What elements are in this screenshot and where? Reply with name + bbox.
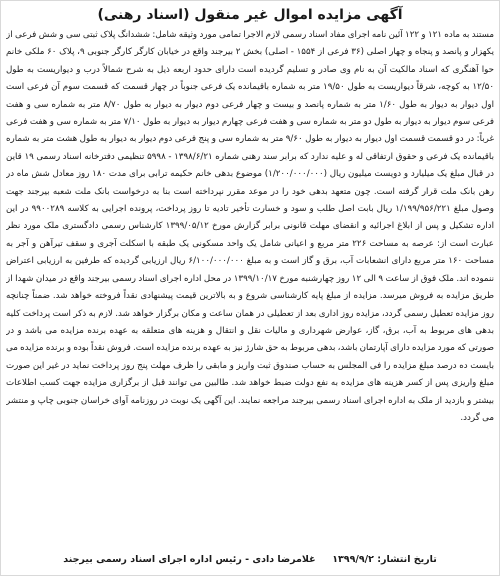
notice-body: مستند به ماده ۱۲۱ و ۱۲۲ آئین نامه اجرای مفاد اسناد رسمی لازم الاجرا تمامی مورد وثیقه شامل: ششدانگ پلاک ثبتی سی و شش فرعی از یکهزار و پانصد و پنجاه و چهار اصلی (۳۶ فرعی از ۱۵۵۴ - اصلی) بخش ۲ بیرجند واقع در خیابان کارگر کارگر جنوبی ۹، پلاک ۶۰ ملکی خانم حوا آهنگری که اسناد مالکیت آن به نام وی صادر و تسلیم گردیده است دارای حدود اربعه ذیل به شرح شمالاً درب و دیواریست به طول ۱۲/۵۰ به کوچه، شرقاً دیواریست به طول ۱۹/۵۰ متر به شماره باقیمانده یک فرعی جنوباً در چهار قسمت که قسمت سوم آن فرعی است اول دیوار به دیوار به طول ۱/۶۰ متر به شماره پانصد و بیست و چهار فرعی دوم دیوار به دیوار به طول ۸/۷۰ متر به شماره سی و هفت فرعی سوم دیوار به دیوار به طول دو متر به شماره سی و هفت فرعی چهارم دیوار به دیوار به طول ۷/۱۰ متر به شماره سی و هفت فرعی غرباً: در دو قسمت قسمت اول دیوار به دیوار به طول ۹/۶۰ متر به شماره سی و پنج فرعی دوم دیوار به دیوار به طول هشت متر به شماره باقیمانده یک فرعی و حقوق ارتفاقی له و علیه ندارد که برابر سند رهنی شماره ۱۳۹۸/۶/۲۱ - ۵۹۹۸ تنظیمی دفترخانه اسناد رسمی ۱۹ قاین در قبال مبلغ یک میلیارد و دویست میلیون ریال (۱/۲۰۰/۰۰۰/۰۰۰) موضوع بدهی خانم حکیمه ترابی برای مدت ۱۸۰ روز معادل شش ماه در رهن بانک ملت قرار گرفته است. چون متعهد بدهی خود را در موعد مقرر نپرداخته است بنا به درخواست بانک ملت شعبه بیرجند جهت وصول مبلغ ۱/۱۹۹/۹۵۶/۲۲۱ ریال بابت اصل طلب و سود و خسارت تأخیر تادیه تا روز پرداخت، پرونده اجرایی به کلاسه ۹۹۰۰۲۸۹ در این اداره تشکیل و پس از ابلاغ اجرائیه و انقضای مهلت قانونی برابر گزارش مورخ ۱۳۹۹/۰۵/۱۲ کارشناس رسمی دادگستری ملک مورد نظر عبارت است از: عرصه به مساحت ۲۲۶ متر مربع و اعیانی شامل یک واحد مسکونی یک طبقه با اسکلت آجری و سقف تیرآهن و آجر به مساحت ۱۶۰ متر مربع دارای انشعابات آب، برق و گاز است و به مبلغ ۶/۱۰۰/۰۰۰/۰۰۰ ریال ارزیابی گردیده که طرفین به ارزیابی اعتراض ننموده اند. ملک فوق از ساعت ۹ الی ۱۲ روز چهارشنبه مورخ ۱۳۹۹/۱۰/۱۷ در محل اداره اجرای اسناد رسمی بیرجند واقع در میدان شهدا از طریق مزایده به فروش میرسد. مزایده از مبلغ پایه کارشناسی شروع و به بالاترین قیمت پیشنهادی نقداً فروخته خواهد شد. ضمناً چنانچه روز مزایده تعطیل رسمی گردد، مزایده روز اداری بعد از تعطیلی در همان ساعت و مکان برگزار خواهد شد. لازم به ذکر است پرداخت کلیه بدهی های مربوط به آب، برق، گاز، عوارض شهرداری و مالیات نقل و انتقال و هزینه های متعلقه به عهده برنده مزایده می باشد و در صورتی که مورد مزایده دارای آپارتمان باشد، بدهی مربوط به حق شارژ نیز به عهده برنده مزایده است. فروش نقداً بوده و برنده مزایده می بایست ده درصد مبلغ مزایده را فی المجلس به حساب صندوق ثبت واریز و مابقی را ظرف مهلت پنج روز پرداخت نماید در غیر این صورت مبلغ واریزی پس از کسر هزینه های مزایده به نفع دولت ضبط خواهد شد. طالبین می توانند قبل از برگزاری مزایده جهت کسب اطلاعات بیشتر و بازدید از ملک به اداره اجرای اسناد رسمی بیرجند مراجعه نمایند. این آگهی یک نوبت در روزنامه آوای خراسان جنوبی چاپ و منتشر می گردد. <box>6 30 494 423</box>
notice-footer <box>6 551 494 569</box>
publish-date: ۱۳۹۹/۹/۲ <box>332 554 374 565</box>
signature: غلامرضا دادی - رئیس اداره اجرای اسناد رسمی بیرجند <box>63 554 316 565</box>
publish-date-label: تاریخ انتشار: <box>377 554 437 565</box>
notice-title: آگهی مزایده اموال غیر منقول (اسناد رهنی) <box>97 7 403 23</box>
footer-spacer <box>319 554 329 565</box>
